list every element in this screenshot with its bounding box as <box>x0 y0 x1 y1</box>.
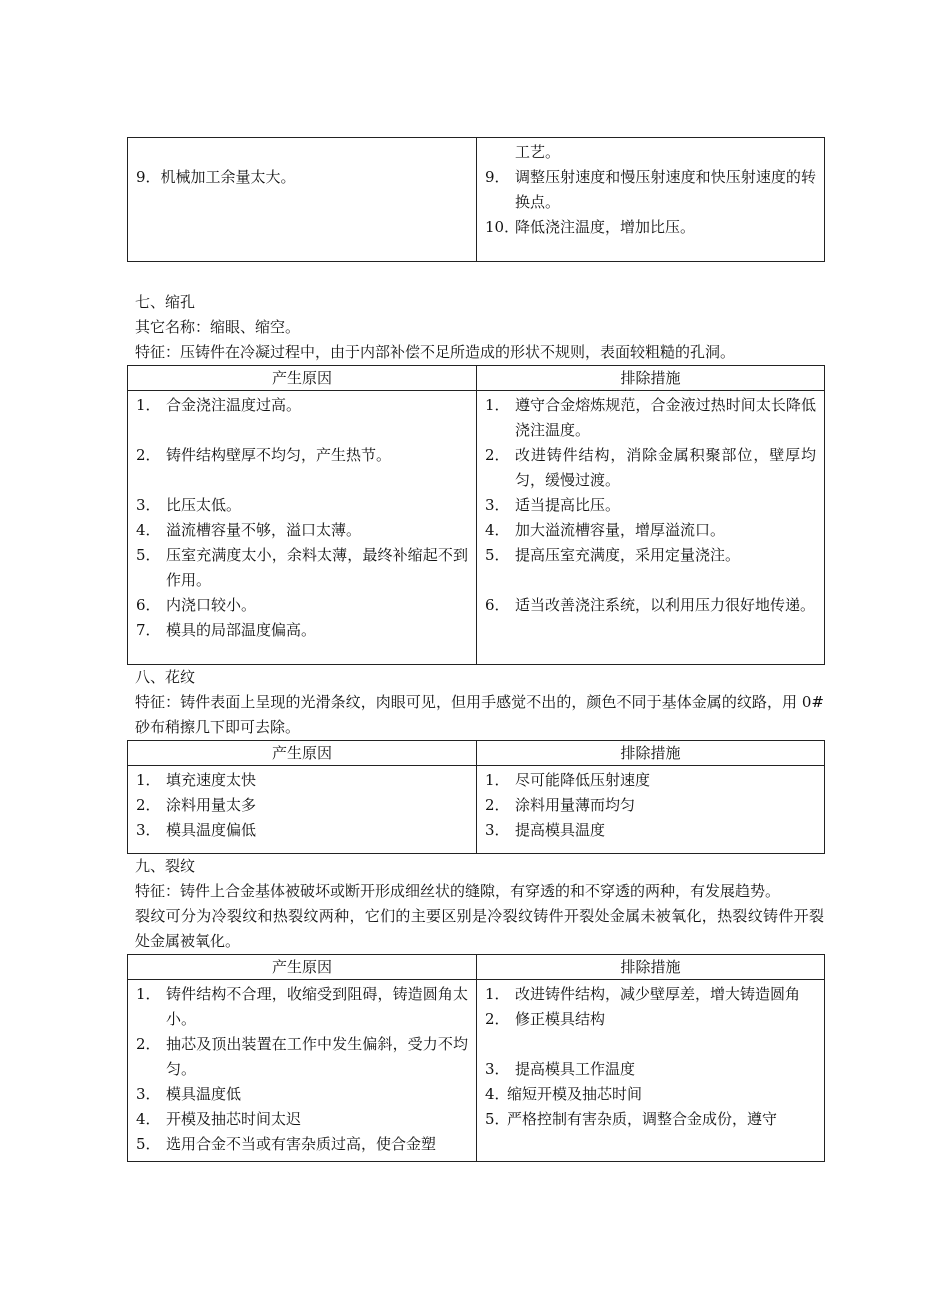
section-7-feature: 特征：压铸件在冷凝过程中，由于内部补偿不足所造成的形状不规则，表面较粗糙的孔洞。 <box>135 343 736 361</box>
list-spacer <box>485 1032 816 1057</box>
list-item <box>136 593 468 618</box>
list-item-number: 2． <box>485 796 510 814</box>
list-item <box>136 618 468 643</box>
section-7-alt-names: 其它名称：缩眼、缩空。 <box>135 318 301 336</box>
list-item-number: 4． <box>485 1085 510 1103</box>
list-item <box>136 543 468 593</box>
list-item-text: 提高模具工作温度 <box>515 1060 636 1078</box>
list-item-number: 1． <box>485 985 510 1003</box>
list-item-text: 尽可能降低压射速度 <box>515 771 651 789</box>
list-item-number: 5． <box>485 1110 510 1128</box>
list-item <box>485 443 816 493</box>
list-item-text: 比压太低。 <box>166 496 242 514</box>
section-7-causes-cell <box>128 391 477 665</box>
list-item-text: 溢流槽容量不够，溢口太薄。 <box>166 521 362 539</box>
list-item <box>136 443 468 468</box>
list-item-text: 开模及抽芯时间太迟 <box>166 1110 302 1128</box>
list-item-text: 模具温度偏低 <box>166 821 257 839</box>
list-item <box>136 1107 468 1132</box>
section-8-feature: 特征：铸件表面上呈现的光滑条纹，肉眼可见，但用手感觉不出的，颜色不同于基体金属的纹路，用 0#砂布稍擦几下即可去除。 <box>135 693 824 736</box>
list-item-number: 9． <box>485 168 510 186</box>
list-item <box>485 215 816 240</box>
list-item-number: 5． <box>136 546 161 564</box>
list-item-text: 遵守合金熔炼规范，合金液过热时间太长降低浇注温度。 <box>515 396 816 439</box>
top-table-cause-cell <box>128 138 477 262</box>
section-9-note: 裂纹可分为冷裂纹和热裂纹两种，它们的主要区别是冷裂纹铸件开裂处金属未被氧化，热裂纹铸件开裂处金属被氧化。 <box>135 907 824 950</box>
list-item-text: 适当改善浇注系统，以利用压力很好地传递。 <box>515 596 816 614</box>
list-item-number: 1． <box>485 396 510 414</box>
list-item-text: 调整压射速度和慢压射速度和快压射速度的转换点。 <box>515 168 816 211</box>
list-item-number: 3． <box>485 1060 510 1078</box>
section-7-fixes-cell <box>477 391 825 665</box>
list-item-text: 提高模具温度 <box>515 821 606 839</box>
section-8-header-fix: 排除措施 <box>477 741 825 766</box>
section-9-header-cause: 产生原因 <box>128 955 477 980</box>
section-9-table <box>127 954 825 1162</box>
list-item-number: 3． <box>485 821 510 839</box>
section-9-title: 九、裂纹 <box>135 857 196 875</box>
list-item-number: 3． <box>136 496 161 514</box>
list-item-text: 填充速度太快 <box>166 771 257 789</box>
list-item-text: 压室充满度太小，余料太薄，最终补缩起不到作用。 <box>166 546 468 589</box>
list-spacer <box>485 568 816 593</box>
list-item-number: 7． <box>136 621 161 639</box>
list-item <box>136 982 468 1032</box>
list-item <box>485 543 816 568</box>
section-8-causes-cell <box>128 766 477 854</box>
list-item <box>485 1082 816 1107</box>
list-item <box>485 1107 816 1132</box>
list-item-text: 铸件结构壁厚不均匀，产生热节。 <box>166 446 392 464</box>
list-item <box>485 793 816 818</box>
list-item-number: 6． <box>136 596 161 614</box>
section-8-title: 八、花纹 <box>135 668 196 686</box>
list-item-number: 1． <box>485 771 510 789</box>
section-7-header-cause: 产生原因 <box>128 366 477 391</box>
list-item-number: 5． <box>485 546 510 564</box>
list-item <box>485 1057 816 1082</box>
document-page <box>127 137 824 1162</box>
list-item-text: 抽芯及顶出装置在工作中发生偏斜，受力不均匀。 <box>166 1035 468 1078</box>
list-item-text: 修正模具结构 <box>515 1010 606 1028</box>
list-item-text: 工艺。 <box>515 143 561 161</box>
section-7-table <box>127 365 825 665</box>
list-item-number: 4． <box>136 521 161 539</box>
list-item-number: 2． <box>136 796 161 814</box>
list-item-number: 3． <box>136 1085 161 1103</box>
list-item <box>485 140 816 165</box>
section-8-header-cause: 产生原因 <box>128 741 477 766</box>
list-item-text: 涂料用量太多 <box>166 796 257 814</box>
section-8-fixes-cell <box>477 766 825 854</box>
list-item-text: 提高压室充满度，采用定量浇注。 <box>515 546 741 564</box>
list-item-text: 选用合金不当或有害杂质过高，使合金塑 <box>166 1135 437 1153</box>
section-8-table <box>127 740 825 854</box>
list-item-text: 改进铸件结构，减少壁厚差，增大铸造圆角 <box>515 985 801 1003</box>
list-item-number: 4． <box>485 521 510 539</box>
list-item-number: 10． <box>485 218 520 236</box>
section-9-fixes-cell <box>477 980 825 1162</box>
list-item <box>485 593 816 618</box>
list-item-number: 3． <box>485 496 510 514</box>
list-item <box>136 1032 468 1082</box>
list-item-text: 严格控制有害杂质，调整合金成份，遵守 <box>507 1110 778 1128</box>
list-item-number: 2． <box>136 446 161 464</box>
list-item-number: 3． <box>136 821 161 839</box>
section-9-header-fix: 排除措施 <box>477 955 825 980</box>
list-item-number: 2． <box>485 446 510 464</box>
list-item-number <box>485 140 515 165</box>
list-item <box>485 518 816 543</box>
top-table <box>127 137 825 262</box>
list-item-text: 合金浇注温度过高。 <box>166 396 302 414</box>
list-item-text: 内浇口较小。 <box>166 596 257 614</box>
section-7-title: 七、缩孔 <box>135 293 196 311</box>
list-item-text: 改进铸件结构，消除金属积聚部位，壁厚均匀，缓慢过渡。 <box>515 446 816 489</box>
list-item-number: 1． <box>136 985 161 1003</box>
list-item-text: 9．机械加工余量太大。 <box>136 168 296 186</box>
list-item <box>136 518 468 543</box>
list-item <box>136 793 468 818</box>
section-9-feature: 特征：铸件上合金基体被破坏或断开形成细丝状的缝隙，有穿透的和不穿透的两种，有发展趋势。 <box>135 882 781 900</box>
top-table-fix-cell <box>477 138 825 262</box>
list-item <box>136 1132 468 1157</box>
list-item <box>136 493 468 518</box>
list-item-number: 1． <box>136 771 161 789</box>
list-item-number: 2． <box>485 1010 510 1028</box>
section-9-causes-cell <box>128 980 477 1162</box>
list-item-number: 1． <box>136 396 161 414</box>
list-item-text: 模具的局部温度偏高。 <box>166 621 317 639</box>
list-item-number: 6． <box>485 596 510 614</box>
list-item <box>485 818 816 843</box>
list-item-text: 适当提高比压。 <box>515 496 621 514</box>
list-item-number: 2． <box>136 1035 161 1053</box>
list-item-text: 加大溢流槽容量，增厚溢流口。 <box>515 521 726 539</box>
list-spacer <box>136 418 468 443</box>
list-item <box>485 393 816 443</box>
section-7-header-fix: 排除措施 <box>477 366 825 391</box>
list-item-text: 缩短开模及抽芯时间 <box>507 1085 643 1103</box>
list-item <box>136 818 468 843</box>
list-item-number: 5． <box>136 1135 161 1153</box>
list-spacer <box>136 468 468 493</box>
list-item <box>136 768 468 793</box>
list-item-number: 4． <box>136 1110 161 1128</box>
list-item <box>485 493 816 518</box>
list-item <box>136 393 468 418</box>
list-item <box>485 982 816 1007</box>
list-item-text: 模具温度低 <box>166 1085 242 1103</box>
list-item-text: 涂料用量薄而均匀 <box>515 796 636 814</box>
list-item-text: 降低浇注温度，增加比压。 <box>515 218 696 236</box>
list-item-text: 铸件结构不合理，收缩受到阻碍，铸造圆角太小。 <box>166 985 468 1028</box>
list-item <box>485 165 816 215</box>
list-item <box>136 1082 468 1107</box>
list-item <box>485 1007 816 1032</box>
list-item <box>485 768 816 793</box>
